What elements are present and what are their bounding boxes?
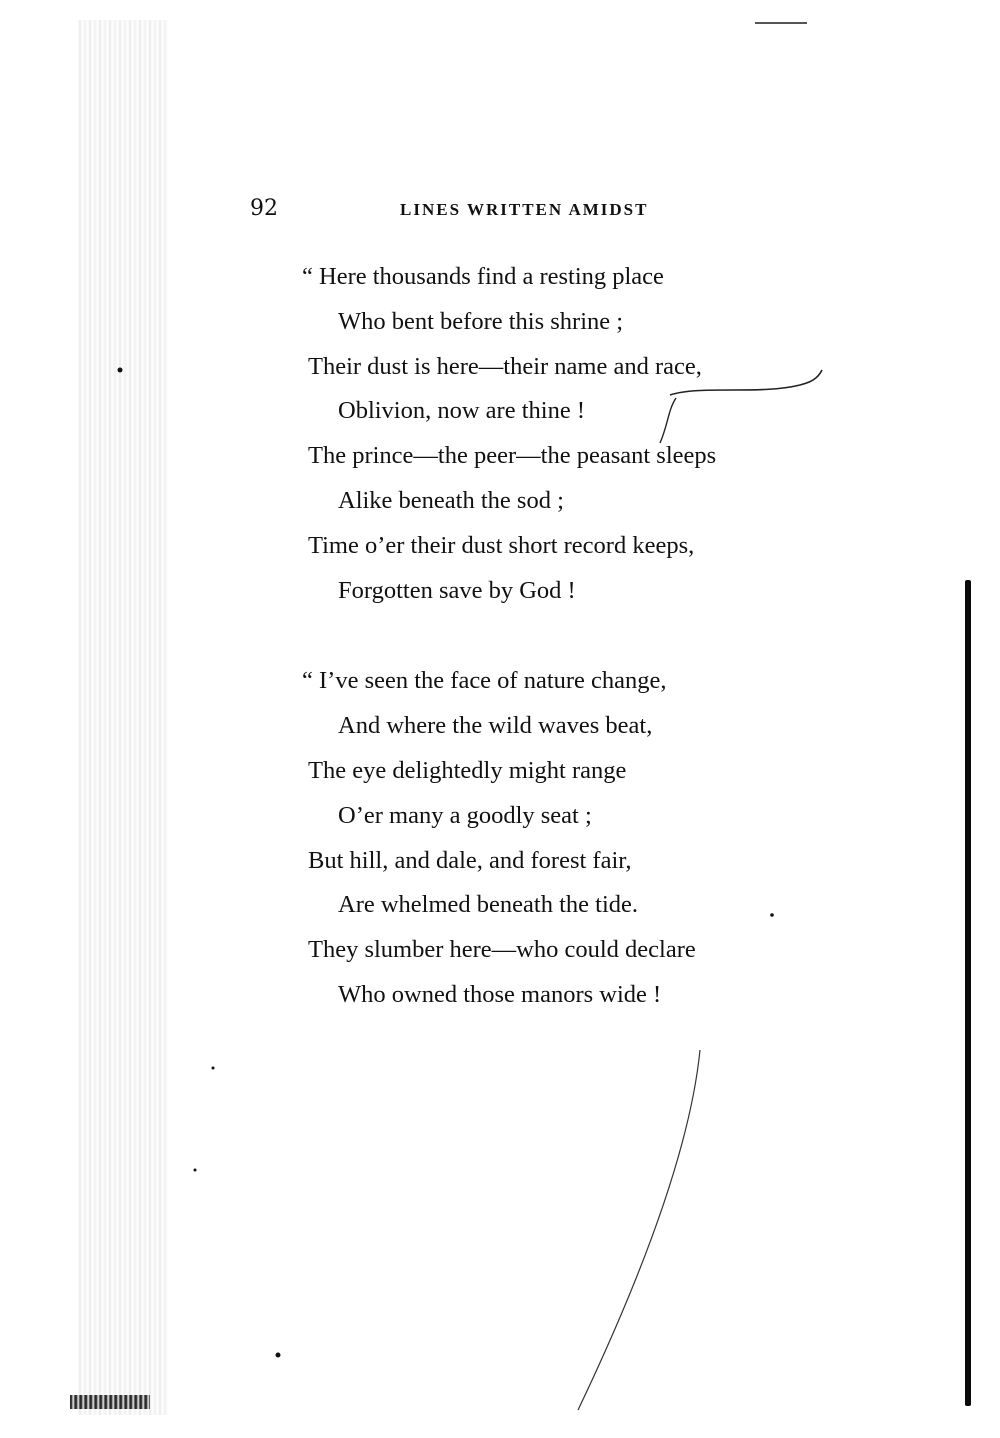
- verse-line: “ I’ve seen the face of nature change,: [302, 667, 667, 695]
- page-crease: [578, 1050, 700, 1410]
- poem: [302, 255, 868, 1018]
- speck: [194, 1169, 197, 1172]
- verse-line: O’er many a goodly seat ;: [338, 801, 592, 829]
- running-head: [250, 196, 730, 226]
- verse-line: And where the wild waves beat,: [338, 712, 653, 740]
- verse-line: They slumber here—who could declare: [308, 936, 696, 964]
- verse-line: Forgotten save by God !: [338, 576, 576, 604]
- running-title: LINES WRITTEN AMIDST: [400, 200, 649, 219]
- verse-line: Time o’er their dust short record keeps,: [308, 531, 695, 559]
- speck: [118, 368, 123, 373]
- verse-line: Who bent before this shrine ;: [338, 307, 624, 335]
- verse-line: Alike beneath the sod ;: [338, 486, 564, 514]
- verse-line: Oblivion, now are thine !: [338, 397, 585, 425]
- verse-line: Who owned those manors wide !: [338, 980, 662, 1008]
- verse-line: Are whelmed beneath the tide.: [338, 891, 639, 919]
- verse-line: The prince—the peer—the peasant sleeps: [308, 442, 717, 470]
- stanza-2: [302, 659, 868, 1017]
- verse-line: “ Here thousands find a resting place: [302, 263, 664, 290]
- page-number: 92: [250, 196, 278, 221]
- speck: [276, 1353, 281, 1358]
- verse-line: Their dust is here—their name and race,: [308, 352, 702, 380]
- speck: [212, 1067, 215, 1070]
- verse-line: But hill, and dale, and forest fair,: [308, 846, 632, 874]
- verse-line: The eye delightedly might range: [308, 756, 627, 784]
- stanza-1: [302, 255, 868, 613]
